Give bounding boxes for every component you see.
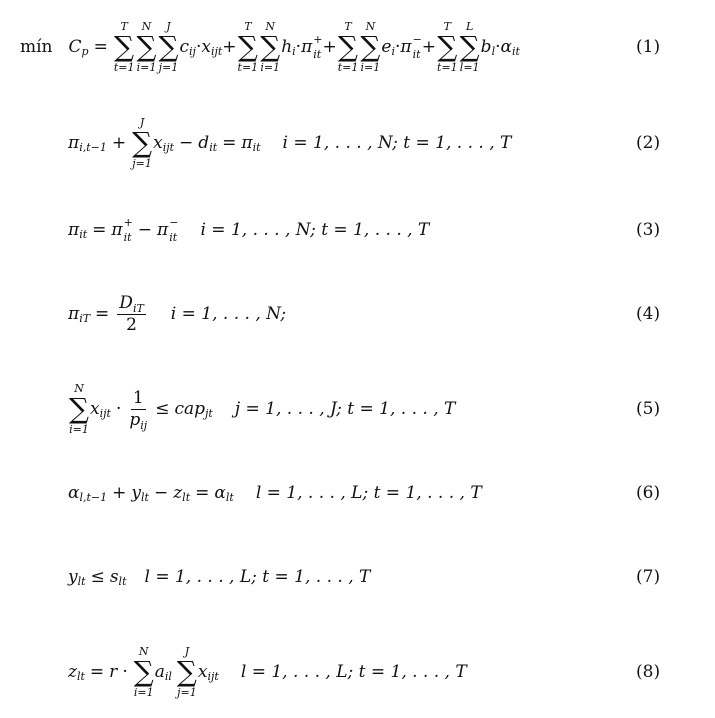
equation-8-condition: l = 1, . . . , L; t = 1, . . . , T bbox=[240, 662, 467, 682]
fraction-1-over-p: $\frac{1}{p_{ij}}$ bbox=[129, 387, 148, 432]
sum-t-2: T ∑ t=1 bbox=[237, 20, 259, 74]
equation-number-5: (5) bbox=[636, 399, 661, 419]
equation-6 bbox=[0, 463, 715, 523]
sum-i-3: N ∑ i=1 bbox=[360, 20, 381, 74]
sum-i-2: N ∑ i=1 bbox=[260, 20, 281, 74]
equation-4-body: π iT = $\frac{D_{iT}}{2}$ i = 1, . . . , N; bbox=[68, 292, 287, 335]
sum-t: T ∑ t=1 bbox=[113, 20, 135, 74]
equation-4-condition: i = 1, . . . , N; bbox=[170, 304, 287, 324]
equation-number-1: (1) bbox=[636, 37, 661, 57]
equation-number-8: (8) bbox=[636, 662, 661, 682]
sum-l: L ∑ l=1 bbox=[459, 20, 480, 74]
equation-1 bbox=[0, 17, 715, 77]
fraction-d-over-2: $\frac{D_{iT}}{2}$ bbox=[119, 292, 144, 335]
sum-j: J ∑ j=1 bbox=[132, 116, 153, 170]
equation-8-body: z lt = r · N ∑ i=1 a il J ∑ j=1 x ijt l = 1, . . . , L; t = 1, . . . , T bbox=[68, 645, 467, 699]
equation-4 bbox=[0, 284, 715, 344]
sum-i: N ∑ i=1 bbox=[133, 645, 154, 699]
equation-number-2: (2) bbox=[636, 133, 661, 153]
equation-3 bbox=[0, 200, 715, 260]
min-operator: mín bbox=[20, 37, 53, 57]
equation-2-condition: i = 1, . . . , N; t = 1, . . . , T bbox=[282, 133, 512, 153]
equation-5-body: N ∑ i=1 x ijt · $\frac{1}{p_{ij}}$ ≤ cap jt j = 1, . . . , J; t = 1, . . . , T bbox=[69, 382, 456, 436]
equation-6-condition: l = 1, . . . , L; t = 1, . . . , T bbox=[255, 483, 482, 503]
equation-number-6: (6) bbox=[636, 483, 661, 503]
equation-7-condition: l = 1, . . . , L; t = 1, . . . , T bbox=[144, 567, 371, 587]
equation-number-4: (4) bbox=[636, 304, 661, 324]
equation-number-3: (3) bbox=[636, 220, 661, 240]
sum-j: J ∑ j=1 bbox=[158, 20, 179, 74]
equation-7 bbox=[0, 547, 715, 607]
equation-2 bbox=[0, 113, 715, 173]
equation-1-body: mín C p = T ∑ t=1 N ∑ i=1 J ∑ j=1 c ij · x ijt + T ∑ t=1 N ∑ i=1 h i · π + it + T ∑ t=1 N ∑ i=1 e i · π − it + T ∑ t=1 L ∑ l=1 b l · α it bbox=[20, 20, 520, 74]
equation-7-body: y lt ≤ s lt l = 1, . . . , L; t = 1, . . . , T bbox=[68, 567, 371, 588]
equation-number-7: (7) bbox=[636, 567, 661, 587]
objective-symbol: C bbox=[68, 37, 82, 57]
objective-subscript: p bbox=[81, 44, 89, 58]
equation-2-body: π i,t−1 + J ∑ j=1 x ijt − d it = π it i = 1, . . . , N; t = 1, . . . , T bbox=[68, 116, 512, 170]
sum-t-4: T ∑ t=1 bbox=[437, 20, 458, 74]
equation-8 bbox=[0, 642, 715, 702]
equation-6-body: α l,t−1 + y lt − z lt = α lt l = 1, . . . , L; t = 1, . . . , T bbox=[68, 483, 482, 504]
sum-t-3: T ∑ t=1 bbox=[337, 20, 359, 74]
equation-3-body: π it = π + it − π − it i = 1, . . . , N; t = 1, . . . , T bbox=[68, 216, 430, 244]
equation-5-condition: j = 1, . . . , J; t = 1, . . . , T bbox=[234, 399, 456, 419]
sum-j: J ∑ j=1 bbox=[176, 645, 197, 699]
equation-3-condition: i = 1, . . . , N; t = 1, . . . , T bbox=[200, 220, 430, 240]
sum-i: N ∑ i=1 bbox=[136, 20, 157, 74]
sum-i: N ∑ i=1 bbox=[69, 382, 89, 436]
equation-5 bbox=[0, 379, 715, 439]
